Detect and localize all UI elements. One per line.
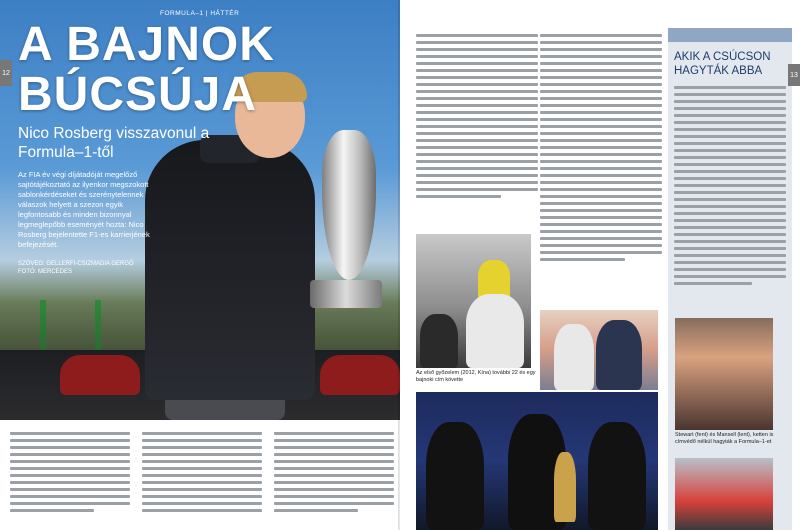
sidebar-text <box>674 82 786 312</box>
text-credit: SZÖVEG: GELLERFI-CSIZMADIA GERGŐ <box>18 261 134 267</box>
section-label: FORMULA–1 <box>160 10 204 17</box>
sidebar-photo-caption: Stewart (fent) és Mansell (lent), ketten is címvédő nélkül hagyták a Formula–1-et <box>675 432 774 445</box>
title-line-1: A BAJNOK <box>18 18 275 71</box>
left-page-number: 12 <box>0 60 12 86</box>
trophy-base <box>310 280 382 308</box>
trophy <box>554 452 576 522</box>
body-column <box>142 428 262 530</box>
sidebar-title: AKIK A CSÚCSON HAGYTÁK ABBA <box>674 51 771 77</box>
driver-suit <box>466 294 524 368</box>
right-page <box>400 0 800 530</box>
section-header: FORMULA–1 | HÁTTÉR <box>160 10 240 17</box>
driver-tuxedo <box>426 422 484 530</box>
body-column <box>274 428 394 530</box>
team-member <box>554 324 594 390</box>
sidebar-header-bar <box>668 28 792 42</box>
mansell-photo <box>675 458 773 530</box>
driver-jacket <box>145 140 315 400</box>
right-page-number: 13 <box>788 64 800 86</box>
photo-credit: FOTÓ: MERCEDES <box>18 269 73 275</box>
photographer <box>420 314 458 368</box>
body-column <box>10 428 130 530</box>
trophy <box>322 130 376 280</box>
title-line-2: BÚCSÚJA <box>18 68 258 121</box>
gala-photo <box>416 392 658 530</box>
article-lead: Az FIA év végi díjátadóját megelőző sajtótájékoztató az ilyenkor megszokott sablonkérdéseket és szerénytelennek válaszok helyett a szezon egyik legfontosabb és minden bizonnyal legmeglepőbb eseményét hozta: Nico Rosberg bejelentette F1-es karrierjének befejezését. <box>18 170 150 249</box>
stewart-photo <box>675 318 773 430</box>
hug-photo <box>540 310 658 390</box>
car-seat <box>320 355 400 395</box>
subsection-label: HÁTTÉR <box>210 10 240 17</box>
article-subtitle: Nico Rosberg visszavonul a Formula–1-től <box>18 125 210 161</box>
article-title <box>18 20 275 120</box>
celebration-caption: Az első győzelem (2012, Kína) további 22 és egy bajnoki cím követte <box>416 370 536 383</box>
body-column <box>540 30 662 305</box>
driver-tuxedo <box>588 422 646 530</box>
celebration-photo <box>416 234 531 368</box>
article-credits <box>18 260 168 276</box>
car-seat <box>60 355 140 395</box>
body-text <box>10 428 395 530</box>
team-member <box>596 320 642 390</box>
body-column <box>416 30 538 225</box>
